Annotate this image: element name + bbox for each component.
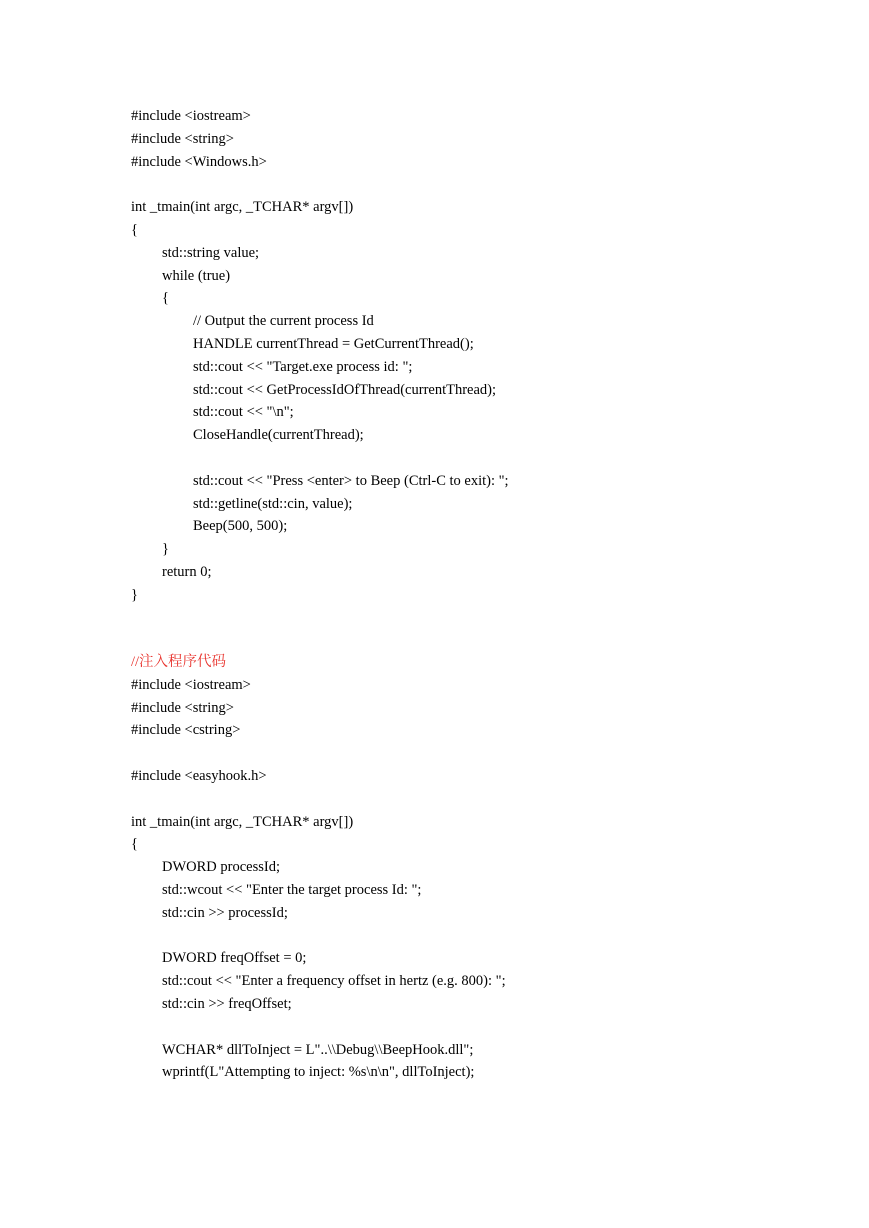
code-line: DWORD freqOffset = 0; bbox=[162, 950, 307, 967]
code-line: #include <string> bbox=[131, 130, 234, 147]
blank-line bbox=[131, 173, 509, 196]
blank-line bbox=[131, 742, 506, 765]
code-line: Beep(500, 500); bbox=[193, 518, 288, 535]
blank-line bbox=[131, 788, 506, 811]
code-line: HANDLE currentThread = GetCurrentThread(); bbox=[193, 335, 474, 352]
code-line: std::string value; bbox=[162, 244, 260, 261]
code-block-injector-program bbox=[131, 651, 506, 1084]
code-line: CloseHandle(currentThread); bbox=[193, 427, 364, 444]
code-line: WCHAR* dllToInject = L"..\\Debug\\BeepHook.dll"; bbox=[162, 1041, 474, 1058]
code-line: #include <iostream> bbox=[131, 108, 251, 124]
blank-line bbox=[131, 925, 506, 948]
code-line: std::cout << "Target.exe process id: "; bbox=[193, 358, 413, 375]
code-line: #include <Windows.h> bbox=[131, 153, 267, 170]
code-line: int _tmain(int argc, _TCHAR* argv[]) bbox=[131, 813, 354, 830]
code-line: std::cin >> freqOffset; bbox=[162, 995, 292, 1012]
code-line: } bbox=[131, 586, 138, 603]
code-line: DWORD processId; bbox=[162, 859, 280, 876]
code-line: #include <iostream> bbox=[131, 676, 251, 693]
code-line: #include <cstring> bbox=[131, 722, 241, 739]
code-line: } bbox=[162, 541, 169, 558]
code-line: return 0; bbox=[162, 563, 212, 580]
code-line: std::cout << GetProcessIdOfThread(currentThread); bbox=[193, 381, 497, 398]
code-block-target-program bbox=[131, 105, 509, 607]
code-line: { bbox=[131, 221, 138, 238]
code-line: std::wcout << "Enter the target process Id: "; bbox=[162, 881, 422, 898]
code-line: std::cout << "\n"; bbox=[193, 404, 294, 421]
code-line: while (true) bbox=[162, 267, 231, 284]
code-line: { bbox=[131, 836, 138, 853]
code-line: int _tmain(int argc, _TCHAR* argv[]) bbox=[131, 199, 354, 216]
code-line: wprintf(L"Attempting to inject: %s\n\n", dllToInject); bbox=[162, 1064, 475, 1081]
code-line: #include <easyhook.h> bbox=[131, 767, 267, 784]
code-line: std::cin >> processId; bbox=[162, 904, 288, 921]
code-line: #include <string> bbox=[131, 699, 234, 716]
code-line: // Output the current process Id bbox=[193, 313, 374, 330]
code-line: std::getline(std::cin, value); bbox=[193, 495, 353, 512]
code-line: std::cout << "Enter a frequency offset in hertz (e.g. 800): "; bbox=[162, 973, 506, 990]
blank-line bbox=[131, 447, 509, 470]
blank-line bbox=[131, 1016, 506, 1039]
code-line: std::cout << "Press <enter> to Beep (Ctrl-C to exit): "; bbox=[193, 472, 509, 489]
section-comment: //注入程序代码 bbox=[131, 654, 227, 670]
code-line: { bbox=[162, 290, 169, 307]
